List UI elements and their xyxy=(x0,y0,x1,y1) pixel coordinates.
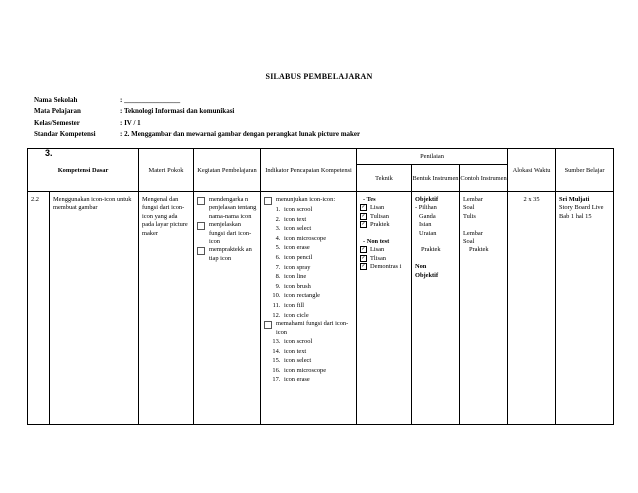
teknik-text: Demontras i xyxy=(370,263,402,271)
bentuk-line: Isian xyxy=(419,221,432,229)
teknik-item xyxy=(360,221,408,229)
info-block xyxy=(34,95,360,141)
indicator-text: menunjukan icon-icon: xyxy=(276,196,336,203)
teknik-item xyxy=(360,204,408,212)
indicator-list-item: 3. icon select xyxy=(282,224,353,234)
cell-sumber: Sri Muljati Story Board Live Bab 1 hal 15 xyxy=(556,192,614,425)
cell-alokasi: 2 x 35 xyxy=(508,192,556,425)
contoh-line: Tulis xyxy=(463,212,476,220)
header-kegiatan: Kegiatan Pembelajaran xyxy=(194,149,261,192)
indicator-item xyxy=(264,196,353,205)
cell-teknik xyxy=(357,192,412,425)
teknik-item xyxy=(360,246,408,254)
syllabus-table xyxy=(27,148,614,425)
cell-no: 2.2 xyxy=(28,192,50,425)
checkbox-checked-icon: ✓ xyxy=(361,264,366,270)
info-value: : IV / 1 xyxy=(120,118,141,127)
teknik-text: Lisan xyxy=(370,204,385,212)
activity-text: menjelaskan fungsi dari icon-icon xyxy=(209,221,252,246)
bentuk-line: Praktek xyxy=(421,246,441,254)
teknik-item xyxy=(360,263,408,271)
cell-indikator xyxy=(261,192,357,425)
indicator-list-item: 11. icon fill xyxy=(282,301,353,311)
indicator-list-item: 2. icon text xyxy=(282,215,353,225)
indicator-list-item: 13. icon scrool xyxy=(282,337,353,347)
indicator-list-item: 4. icon microscope xyxy=(282,234,353,244)
header-teknik: Teknik xyxy=(357,165,412,192)
checkbox-checked-icon: ✓ xyxy=(361,213,366,219)
info-label: Kelas/Semester xyxy=(34,118,80,127)
indicator-list-item: 9. icon brush xyxy=(282,282,353,292)
bentuk-line: Objektif xyxy=(415,271,439,279)
cell-bentuk xyxy=(412,192,460,425)
info-row xyxy=(34,129,360,140)
info-label: Standar Kompetensi xyxy=(34,130,96,139)
bentuk-line xyxy=(415,255,456,263)
cell-contoh xyxy=(460,192,508,425)
indicator-list-item: 8. icon line xyxy=(282,272,353,282)
bullet-icon xyxy=(197,247,205,255)
cell-kompetensi: Menggunakan icon-icon untuk membuat gambar xyxy=(50,192,139,425)
indicator-list-item: 7. icon spray xyxy=(282,263,353,273)
header-penilaian: Penilaian xyxy=(357,149,508,165)
bullet-icon xyxy=(197,197,205,205)
indicator-list xyxy=(264,337,353,385)
teknik-text: Lisan xyxy=(370,246,385,254)
contoh-line xyxy=(463,221,504,229)
indicator-list-item: 16. icon microscope xyxy=(282,366,353,376)
info-label: Mata Pelajaran xyxy=(34,107,81,116)
table-row xyxy=(28,192,614,425)
info-label: Nama Sekolah xyxy=(34,96,78,104)
indicator-list-item: 14. icon text xyxy=(282,347,353,357)
checkbox-checked-icon: ✓ xyxy=(361,247,366,253)
contoh-line: Lembar xyxy=(463,196,483,203)
bentuk-line: Uraian xyxy=(419,229,437,237)
bullet-icon xyxy=(264,197,272,205)
indicator-list-item: 6. icon pencil xyxy=(282,253,353,263)
header-contoh: Contoh Instrumen xyxy=(460,165,508,192)
teknik-text: Praktek xyxy=(370,221,390,229)
info-row xyxy=(34,106,360,117)
indicator-list-item: 12. icon cicle xyxy=(282,311,353,321)
teknik-text: Tlisan xyxy=(370,254,386,262)
teknik-text: Tulisan xyxy=(370,212,389,220)
header-sumber: Sumber Belajar xyxy=(556,149,614,192)
activity-item xyxy=(197,246,257,263)
teknik-heading: - Tes xyxy=(363,196,376,203)
indicator-item xyxy=(264,320,353,337)
spacer xyxy=(360,230,408,238)
activity-text: mempraktekk an tiap icon xyxy=(209,246,252,262)
header-bentuk: Bentuk Instrumen xyxy=(412,165,460,192)
activity-text: mendengarka n penjelasan tentang nama-nama icon xyxy=(209,196,257,220)
bullet-icon xyxy=(264,321,272,329)
bentuk-line: Ganda xyxy=(419,212,436,220)
page-title: SILABUS PEMBELAJARAN xyxy=(265,72,373,81)
teknik-heading: - Non test xyxy=(363,238,390,246)
indicator-text: memahami fungsi dari icon-icon xyxy=(276,320,349,336)
activity-item xyxy=(197,196,257,221)
info-value: : ________________ xyxy=(120,96,181,104)
indicator-list-item: 1. icon scrool xyxy=(282,205,353,215)
contoh-line: Lembar xyxy=(463,229,483,237)
cell-materi: Mengenal dan fungsi dari icon-icon yang ada pada layar picture maker xyxy=(139,192,194,425)
indicator-list-item: 15. icon select xyxy=(282,356,353,366)
teknik-item xyxy=(360,213,408,221)
indicator-list-item: 5. icon erase xyxy=(282,243,353,253)
section-number: 3. xyxy=(45,148,53,158)
contoh-line: Soal xyxy=(463,238,475,246)
bentuk-line: - Pilihan xyxy=(415,204,437,212)
activity-item xyxy=(197,221,257,246)
bentuk-line xyxy=(415,238,456,246)
info-value: : 2. Menggambar dan mewarnai gambar dengan perangkat lunak picture maker xyxy=(120,130,361,139)
header-kompetensi: Kompetensi Dasar xyxy=(28,149,139,192)
bentuk-line: Objektif xyxy=(415,196,439,203)
info-value: : Teknologi Informasi dan komunikasi xyxy=(120,107,235,116)
cell-kegiatan xyxy=(194,192,261,425)
contoh-line: Praktek xyxy=(469,246,489,254)
checkbox-checked-icon: ✓ xyxy=(361,222,366,228)
header-alokasi: Alokasi Waktu xyxy=(508,149,556,192)
checkbox-checked-icon: ✓ xyxy=(361,255,366,261)
indicator-list-item: 10. icon rectangle xyxy=(282,291,353,301)
bentuk-line: Non xyxy=(415,263,427,271)
contoh-line: Soal xyxy=(463,204,475,212)
header-indikator: Indikator Pencapaian Kompetensi xyxy=(261,149,357,192)
info-row xyxy=(34,118,360,129)
checkbox-checked-icon: ✓ xyxy=(361,205,366,211)
teknik-item xyxy=(360,255,408,263)
indicator-list-item: 17. icon erase xyxy=(282,375,353,385)
header-materi: Materi Pokok xyxy=(139,149,194,192)
info-row xyxy=(34,95,360,106)
indicator-list xyxy=(264,205,353,320)
bullet-icon xyxy=(197,222,205,230)
